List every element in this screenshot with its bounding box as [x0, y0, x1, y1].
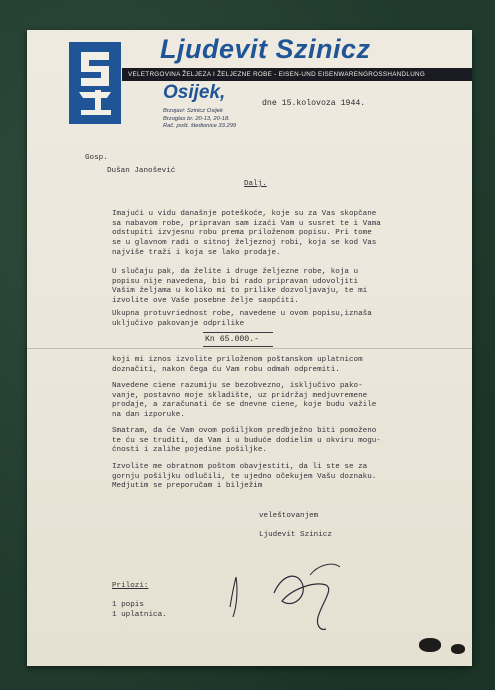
- enclosure-item-1: 1 popis: [112, 601, 144, 609]
- contact-info: [163, 108, 236, 131]
- recipient-place: Dalj.: [244, 180, 267, 188]
- enclosure-item-2: 1 uplatnica.: [112, 611, 167, 619]
- letter-date: dne 15.kolovoza 1944.: [262, 99, 366, 108]
- closing-name: Ljudevit Szinicz: [259, 531, 332, 539]
- company-logo: [69, 42, 121, 124]
- contact-phone: Brzoglas br. 20-13, 20-18.: [163, 115, 230, 122]
- total-amount: [205, 335, 259, 344]
- recipient-name: Dušan Janošević: [107, 167, 176, 175]
- paragraph-1: Imajući u vidu današnje poteškoće, koje su za Vas skopčane sa nabavom robe, pripravan sam izaći Vam u susret te i Vama odstupiti izvjesnu robu prema priloženom popisu. Pri tome se u glavnom radi o sitnoj željeznoj robi, koja se kod Vas najviše traži i koja se lako prodaje.: [112, 210, 381, 257]
- paragraph-7: Izvolite me obratnom poštom obavjestiti, da li ste se za gornju pošiljku odlučili, te ujedno očekujem Vašu doznaku. Medjutim se preporučam i bilježim: [112, 463, 377, 491]
- paragraph-3: Ukupna protuvriednost robe, navedene u ovom popisu,iznaša uključivo pakovanje odprilike: [112, 310, 372, 328]
- logo-emblem-icon: [69, 42, 121, 124]
- paragraph-4: koji mi iznos izvolite priloženom poštanskom uplatnicom doznačiti, nakon čega ću Vam robu odmah odpremiti.: [112, 356, 363, 374]
- paper-fold: [27, 348, 472, 349]
- business-description-band: VELETRGOVINA ŽELJEZA I ŽELJEZNE ROBE - EISEN-UND EISENWARENGROSSHANDLUNG: [122, 68, 472, 81]
- salutation: Gosp.: [85, 154, 108, 162]
- handwritten-signature: [222, 545, 362, 635]
- letter-page: [27, 30, 472, 666]
- contact-telegraph: Brzojavi: Szinicz Osijek: [163, 108, 223, 114]
- paragraph-5: Navedene ciene razumiju se bezobvezno, isključivo pako- vanje, postavno moje skladište, uz pridržaj medjuvremene prodaje, a zaračunati će se dnevne ciene, koje budu važile na dan izporuke.: [112, 382, 377, 420]
- paragraph-2: U slučaju pak, da želite i druge željezne robe, koja u popisu nije navedena, bio bi rado pripravan udovoljiti Vašim željama u koliko mi to prilike dozvoljavaju, te mi izvolite ove Vaše posebne želje saopćiti.: [112, 268, 368, 306]
- amount-bottom-rule: [203, 346, 273, 347]
- contact-postal-account: Rač. pošt. štedionice 33.299: [163, 123, 237, 129]
- company-city: Osijek,: [163, 82, 226, 103]
- ink-stain: [451, 644, 465, 654]
- enclosures-title: Prilozi:: [112, 582, 149, 590]
- company-name: Ljudevit Szinicz: [160, 34, 371, 64]
- amount-value: Kn 65.000.-: [205, 335, 260, 344]
- amount-top-rule: [203, 332, 273, 333]
- ink-stain: [419, 638, 441, 652]
- paragraph-6: Smatram, da će Vam ovom pošiljkom predbježno biti pomoženo te ću se truditi, da Vam i u buduće dodielim u okviru mogu- ćnosti i zalihe pojedine pošiljke.: [112, 427, 381, 455]
- closing-greeting: veleštovanjem: [259, 512, 319, 520]
